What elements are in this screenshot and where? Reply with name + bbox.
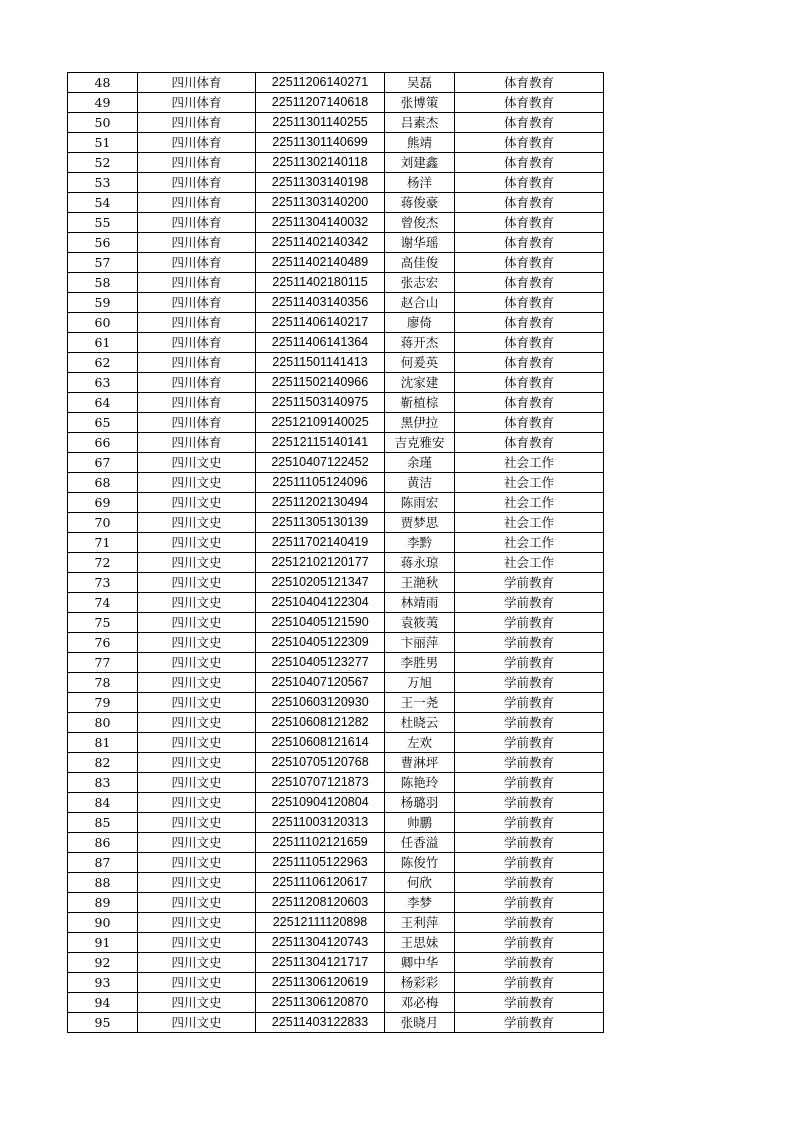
major-cell: 学前教育 [455, 893, 604, 913]
table-row [68, 93, 604, 113]
major-cell: 社会工作 [455, 533, 604, 553]
major-cell: 学前教育 [455, 993, 604, 1013]
table-row [68, 233, 604, 253]
province-category-cell: 四川体育 [138, 233, 256, 253]
table-row [68, 633, 604, 653]
province-category-cell: 四川体育 [138, 193, 256, 213]
student-name-cell: 王利萍 [385, 913, 455, 933]
table-row [68, 893, 604, 913]
major-cell: 学前教育 [455, 793, 604, 813]
exam-number-cell: 22510608121282 [256, 713, 385, 733]
exam-number-cell: 22511306120870 [256, 993, 385, 1013]
student-name-cell: 张博策 [385, 93, 455, 113]
major-cell: 体育教育 [455, 233, 604, 253]
student-name-cell: 王一尧 [385, 693, 455, 713]
student-name-cell: 余瑾 [385, 453, 455, 473]
province-category-cell: 四川体育 [138, 273, 256, 293]
table-row [68, 733, 604, 753]
exam-number-cell: 22510405123277 [256, 653, 385, 673]
row-number-cell: 48 [68, 73, 138, 93]
province-category-cell: 四川体育 [138, 213, 256, 233]
table-row [68, 873, 604, 893]
major-cell: 学前教育 [455, 633, 604, 653]
table-row [68, 773, 604, 793]
row-number-cell: 68 [68, 473, 138, 493]
student-name-cell: 廖倚 [385, 313, 455, 333]
table-row [68, 213, 604, 233]
major-cell: 学前教育 [455, 853, 604, 873]
major-cell: 学前教育 [455, 833, 604, 853]
exam-number-cell: 22511208120603 [256, 893, 385, 913]
province-category-cell: 四川体育 [138, 293, 256, 313]
province-category-cell: 四川体育 [138, 173, 256, 193]
major-cell: 学前教育 [455, 773, 604, 793]
major-cell: 学前教育 [455, 973, 604, 993]
exam-number-cell: 22511305130139 [256, 513, 385, 533]
exam-number-cell: 22511303140200 [256, 193, 385, 213]
province-category-cell: 四川体育 [138, 373, 256, 393]
table-row [68, 573, 604, 593]
province-category-cell: 四川文史 [138, 653, 256, 673]
row-number-cell: 66 [68, 433, 138, 453]
table-row [68, 793, 604, 813]
exam-number-cell: 22511306120619 [256, 973, 385, 993]
student-name-cell: 沈家建 [385, 373, 455, 393]
major-cell: 体育教育 [455, 133, 604, 153]
table-row [68, 713, 604, 733]
exam-number-cell: 22511102121659 [256, 833, 385, 853]
major-cell: 体育教育 [455, 173, 604, 193]
exam-number-cell: 22512115140141 [256, 433, 385, 453]
province-category-cell: 四川体育 [138, 153, 256, 173]
province-category-cell: 四川文史 [138, 473, 256, 493]
row-number-cell: 53 [68, 173, 138, 193]
exam-number-cell: 22511202130494 [256, 493, 385, 513]
major-cell: 体育教育 [455, 313, 604, 333]
exam-number-cell: 22512109140025 [256, 413, 385, 433]
major-cell: 体育教育 [455, 213, 604, 233]
row-number-cell: 64 [68, 393, 138, 413]
row-number-cell: 95 [68, 1013, 138, 1033]
table-row [68, 673, 604, 693]
exam-number-cell: 22511402180115 [256, 273, 385, 293]
student-name-cell: 刘建鑫 [385, 153, 455, 173]
row-number-cell: 79 [68, 693, 138, 713]
student-name-cell: 陈俊竹 [385, 853, 455, 873]
table-row [68, 493, 604, 513]
student-name-cell: 何爰英 [385, 353, 455, 373]
province-category-cell: 四川文史 [138, 753, 256, 773]
table-row [68, 533, 604, 553]
province-category-cell: 四川文史 [138, 573, 256, 593]
exam-number-cell: 22510608121614 [256, 733, 385, 753]
major-cell: 社会工作 [455, 453, 604, 473]
row-number-cell: 91 [68, 933, 138, 953]
major-cell: 体育教育 [455, 393, 604, 413]
exam-number-cell: 22510407120567 [256, 673, 385, 693]
exam-number-cell: 22511207140618 [256, 93, 385, 113]
student-name-cell: 陈雨宏 [385, 493, 455, 513]
table-row [68, 473, 604, 493]
row-number-cell: 89 [68, 893, 138, 913]
table-row [68, 813, 604, 833]
exam-number-cell: 22511303140198 [256, 173, 385, 193]
exam-number-cell: 22510404122304 [256, 593, 385, 613]
exam-number-cell: 22511003120313 [256, 813, 385, 833]
exam-number-cell: 22510407122452 [256, 453, 385, 473]
student-name-cell: 蒋永琼 [385, 553, 455, 573]
major-cell: 体育教育 [455, 93, 604, 113]
row-number-cell: 56 [68, 233, 138, 253]
student-name-cell: 张晓月 [385, 1013, 455, 1033]
table-row [68, 133, 604, 153]
table-row [68, 173, 604, 193]
province-category-cell: 四川文史 [138, 513, 256, 533]
province-category-cell: 四川文史 [138, 953, 256, 973]
table-row [68, 993, 604, 1013]
row-number-cell: 81 [68, 733, 138, 753]
major-cell: 学前教育 [455, 693, 604, 713]
table-row [68, 593, 604, 613]
table-row [68, 653, 604, 673]
exam-number-cell: 22511403122833 [256, 1013, 385, 1033]
exam-number-cell: 22511206140271 [256, 73, 385, 93]
province-category-cell: 四川文史 [138, 673, 256, 693]
student-name-cell: 万旭 [385, 673, 455, 693]
major-cell: 学前教育 [455, 713, 604, 733]
table-row [68, 693, 604, 713]
row-number-cell: 78 [68, 673, 138, 693]
table-row [68, 393, 604, 413]
exam-number-cell: 22510705120768 [256, 753, 385, 773]
province-category-cell: 四川文史 [138, 593, 256, 613]
exam-number-cell: 22511302140118 [256, 153, 385, 173]
major-cell: 体育教育 [455, 193, 604, 213]
exam-number-cell: 22511502140966 [256, 373, 385, 393]
table-row [68, 973, 604, 993]
major-cell: 学前教育 [455, 613, 604, 633]
exam-number-cell: 22511503140975 [256, 393, 385, 413]
row-number-cell: 70 [68, 513, 138, 533]
major-cell: 学前教育 [455, 813, 604, 833]
table-row [68, 953, 604, 973]
student-name-cell: 吕素杰 [385, 113, 455, 133]
row-number-cell: 50 [68, 113, 138, 133]
table-row [68, 313, 604, 333]
province-category-cell: 四川文史 [138, 533, 256, 553]
exam-number-cell: 22511105124096 [256, 473, 385, 493]
row-number-cell: 92 [68, 953, 138, 973]
student-name-cell: 陈艳玲 [385, 773, 455, 793]
row-number-cell: 49 [68, 93, 138, 113]
major-cell: 学前教育 [455, 653, 604, 673]
student-name-cell: 吉克雅安 [385, 433, 455, 453]
major-cell: 学前教育 [455, 933, 604, 953]
exam-number-cell: 22511402140342 [256, 233, 385, 253]
student-name-cell: 邓必梅 [385, 993, 455, 1013]
table-row [68, 273, 604, 293]
row-number-cell: 94 [68, 993, 138, 1013]
exam-number-cell: 22510904120804 [256, 793, 385, 813]
exam-number-cell: 22512111120898 [256, 913, 385, 933]
table-row [68, 253, 604, 273]
row-number-cell: 86 [68, 833, 138, 853]
table-row [68, 373, 604, 393]
row-number-cell: 90 [68, 913, 138, 933]
province-category-cell: 四川体育 [138, 413, 256, 433]
student-name-cell: 靳植棕 [385, 393, 455, 413]
province-category-cell: 四川体育 [138, 333, 256, 353]
row-number-cell: 65 [68, 413, 138, 433]
student-name-cell: 卿中华 [385, 953, 455, 973]
major-cell: 学前教育 [455, 593, 604, 613]
exam-number-cell: 22512102120177 [256, 553, 385, 573]
exam-number-cell: 22510205121347 [256, 573, 385, 593]
province-category-cell: 四川文史 [138, 993, 256, 1013]
major-cell: 学前教育 [455, 733, 604, 753]
province-category-cell: 四川体育 [138, 93, 256, 113]
row-number-cell: 55 [68, 213, 138, 233]
row-number-cell: 61 [68, 333, 138, 353]
exam-number-cell: 22511406140217 [256, 313, 385, 333]
student-name-cell: 曾俊杰 [385, 213, 455, 233]
student-name-cell: 卞丽萍 [385, 633, 455, 653]
table-row [68, 833, 604, 853]
student-name-cell: 吴磊 [385, 73, 455, 93]
major-cell: 体育教育 [455, 413, 604, 433]
major-cell: 学前教育 [455, 753, 604, 773]
row-number-cell: 63 [68, 373, 138, 393]
province-category-cell: 四川文史 [138, 1013, 256, 1033]
exam-number-cell: 22511304120743 [256, 933, 385, 953]
roster-table-body [68, 73, 604, 1033]
major-cell: 体育教育 [455, 153, 604, 173]
province-category-cell: 四川文史 [138, 613, 256, 633]
major-cell: 体育教育 [455, 113, 604, 133]
exam-number-cell: 22511105122963 [256, 853, 385, 873]
roster-table [67, 72, 604, 1033]
row-number-cell: 60 [68, 313, 138, 333]
exam-number-cell: 22511304140032 [256, 213, 385, 233]
province-category-cell: 四川文史 [138, 933, 256, 953]
row-number-cell: 69 [68, 493, 138, 513]
row-number-cell: 54 [68, 193, 138, 213]
province-category-cell: 四川体育 [138, 353, 256, 373]
row-number-cell: 76 [68, 633, 138, 653]
table-row [68, 553, 604, 573]
major-cell: 学前教育 [455, 1013, 604, 1033]
major-cell: 学前教育 [455, 953, 604, 973]
province-category-cell: 四川体育 [138, 253, 256, 273]
table-row [68, 73, 604, 93]
province-category-cell: 四川文史 [138, 633, 256, 653]
exam-number-cell: 22510707121873 [256, 773, 385, 793]
row-number-cell: 57 [68, 253, 138, 273]
row-number-cell: 80 [68, 713, 138, 733]
table-row [68, 193, 604, 213]
table-row [68, 413, 604, 433]
student-name-cell: 曹淋坪 [385, 753, 455, 773]
row-number-cell: 52 [68, 153, 138, 173]
student-name-cell: 张志宏 [385, 273, 455, 293]
major-cell: 体育教育 [455, 293, 604, 313]
student-name-cell: 王思妹 [385, 933, 455, 953]
exam-number-cell: 22510405122309 [256, 633, 385, 653]
student-name-cell: 何欣 [385, 873, 455, 893]
exam-number-cell: 22511304121717 [256, 953, 385, 973]
exam-number-cell: 22511403140356 [256, 293, 385, 313]
student-name-cell: 黄洁 [385, 473, 455, 493]
province-category-cell: 四川文史 [138, 713, 256, 733]
exam-number-cell: 22511402140489 [256, 253, 385, 273]
major-cell: 体育教育 [455, 253, 604, 273]
major-cell: 体育教育 [455, 373, 604, 393]
student-name-cell: 贾梦思 [385, 513, 455, 533]
row-number-cell: 58 [68, 273, 138, 293]
table-row [68, 753, 604, 773]
row-number-cell: 67 [68, 453, 138, 473]
table-row [68, 293, 604, 313]
province-category-cell: 四川文史 [138, 793, 256, 813]
student-name-cell: 杨洋 [385, 173, 455, 193]
major-cell: 学前教育 [455, 913, 604, 933]
table-row [68, 333, 604, 353]
row-number-cell: 75 [68, 613, 138, 633]
major-cell: 社会工作 [455, 513, 604, 533]
exam-number-cell: 22510405121590 [256, 613, 385, 633]
student-name-cell: 袁筱荑 [385, 613, 455, 633]
exam-number-cell: 22510603120930 [256, 693, 385, 713]
table-row [68, 453, 604, 473]
table-row [68, 433, 604, 453]
major-cell: 学前教育 [455, 573, 604, 593]
row-number-cell: 83 [68, 773, 138, 793]
student-name-cell: 杨彩彩 [385, 973, 455, 993]
exam-number-cell: 22511702140419 [256, 533, 385, 553]
province-category-cell: 四川体育 [138, 393, 256, 413]
province-category-cell: 四川文史 [138, 893, 256, 913]
exam-number-cell: 22511301140255 [256, 113, 385, 133]
student-name-cell: 左欢 [385, 733, 455, 753]
major-cell: 体育教育 [455, 273, 604, 293]
row-number-cell: 88 [68, 873, 138, 893]
major-cell: 体育教育 [455, 333, 604, 353]
table-row [68, 513, 604, 533]
major-cell: 体育教育 [455, 353, 604, 373]
province-category-cell: 四川文史 [138, 833, 256, 853]
student-name-cell: 李胜男 [385, 653, 455, 673]
student-name-cell: 黑伊拉 [385, 413, 455, 433]
student-name-cell: 林靖雨 [385, 593, 455, 613]
student-name-cell: 高佳俊 [385, 253, 455, 273]
row-number-cell: 84 [68, 793, 138, 813]
major-cell: 体育教育 [455, 433, 604, 453]
province-category-cell: 四川文史 [138, 973, 256, 993]
student-name-cell: 王滟秋 [385, 573, 455, 593]
province-category-cell: 四川体育 [138, 133, 256, 153]
exam-number-cell: 22511501141413 [256, 353, 385, 373]
table-row [68, 933, 604, 953]
exam-number-cell: 22511301140699 [256, 133, 385, 153]
province-category-cell: 四川文史 [138, 493, 256, 513]
table-row [68, 1013, 604, 1033]
province-category-cell: 四川文史 [138, 913, 256, 933]
province-category-cell: 四川文史 [138, 773, 256, 793]
student-name-cell: 杜晓云 [385, 713, 455, 733]
table-row [68, 353, 604, 373]
province-category-cell: 四川文史 [138, 853, 256, 873]
major-cell: 社会工作 [455, 553, 604, 573]
major-cell: 学前教育 [455, 873, 604, 893]
student-name-cell: 帅鹏 [385, 813, 455, 833]
student-name-cell: 李黔 [385, 533, 455, 553]
row-number-cell: 85 [68, 813, 138, 833]
exam-number-cell: 22511106120617 [256, 873, 385, 893]
province-category-cell: 四川体育 [138, 113, 256, 133]
student-name-cell: 蒋开杰 [385, 333, 455, 353]
row-number-cell: 72 [68, 553, 138, 573]
row-number-cell: 93 [68, 973, 138, 993]
table-row [68, 113, 604, 133]
student-name-cell: 谢华瑶 [385, 233, 455, 253]
exam-number-cell: 22511406141364 [256, 333, 385, 353]
province-category-cell: 四川文史 [138, 873, 256, 893]
row-number-cell: 77 [68, 653, 138, 673]
table-row [68, 913, 604, 933]
major-cell: 社会工作 [455, 493, 604, 513]
table-row [68, 853, 604, 873]
row-number-cell: 74 [68, 593, 138, 613]
row-number-cell: 87 [68, 853, 138, 873]
student-name-cell: 熊靖 [385, 133, 455, 153]
province-category-cell: 四川体育 [138, 433, 256, 453]
student-name-cell: 任香溢 [385, 833, 455, 853]
major-cell: 社会工作 [455, 473, 604, 493]
province-category-cell: 四川文史 [138, 453, 256, 473]
row-number-cell: 71 [68, 533, 138, 553]
major-cell: 体育教育 [455, 73, 604, 93]
student-name-cell: 李梦 [385, 893, 455, 913]
province-category-cell: 四川体育 [138, 73, 256, 93]
province-category-cell: 四川体育 [138, 313, 256, 333]
row-number-cell: 73 [68, 573, 138, 593]
row-number-cell: 62 [68, 353, 138, 373]
major-cell: 学前教育 [455, 673, 604, 693]
province-category-cell: 四川文史 [138, 733, 256, 753]
row-number-cell: 51 [68, 133, 138, 153]
table-row [68, 153, 604, 173]
table-row [68, 613, 604, 633]
province-category-cell: 四川文史 [138, 553, 256, 573]
province-category-cell: 四川文史 [138, 813, 256, 833]
row-number-cell: 82 [68, 753, 138, 773]
row-number-cell: 59 [68, 293, 138, 313]
student-name-cell: 赵合山 [385, 293, 455, 313]
province-category-cell: 四川文史 [138, 693, 256, 713]
student-name-cell: 蒋俊豪 [385, 193, 455, 213]
student-name-cell: 杨璐羽 [385, 793, 455, 813]
